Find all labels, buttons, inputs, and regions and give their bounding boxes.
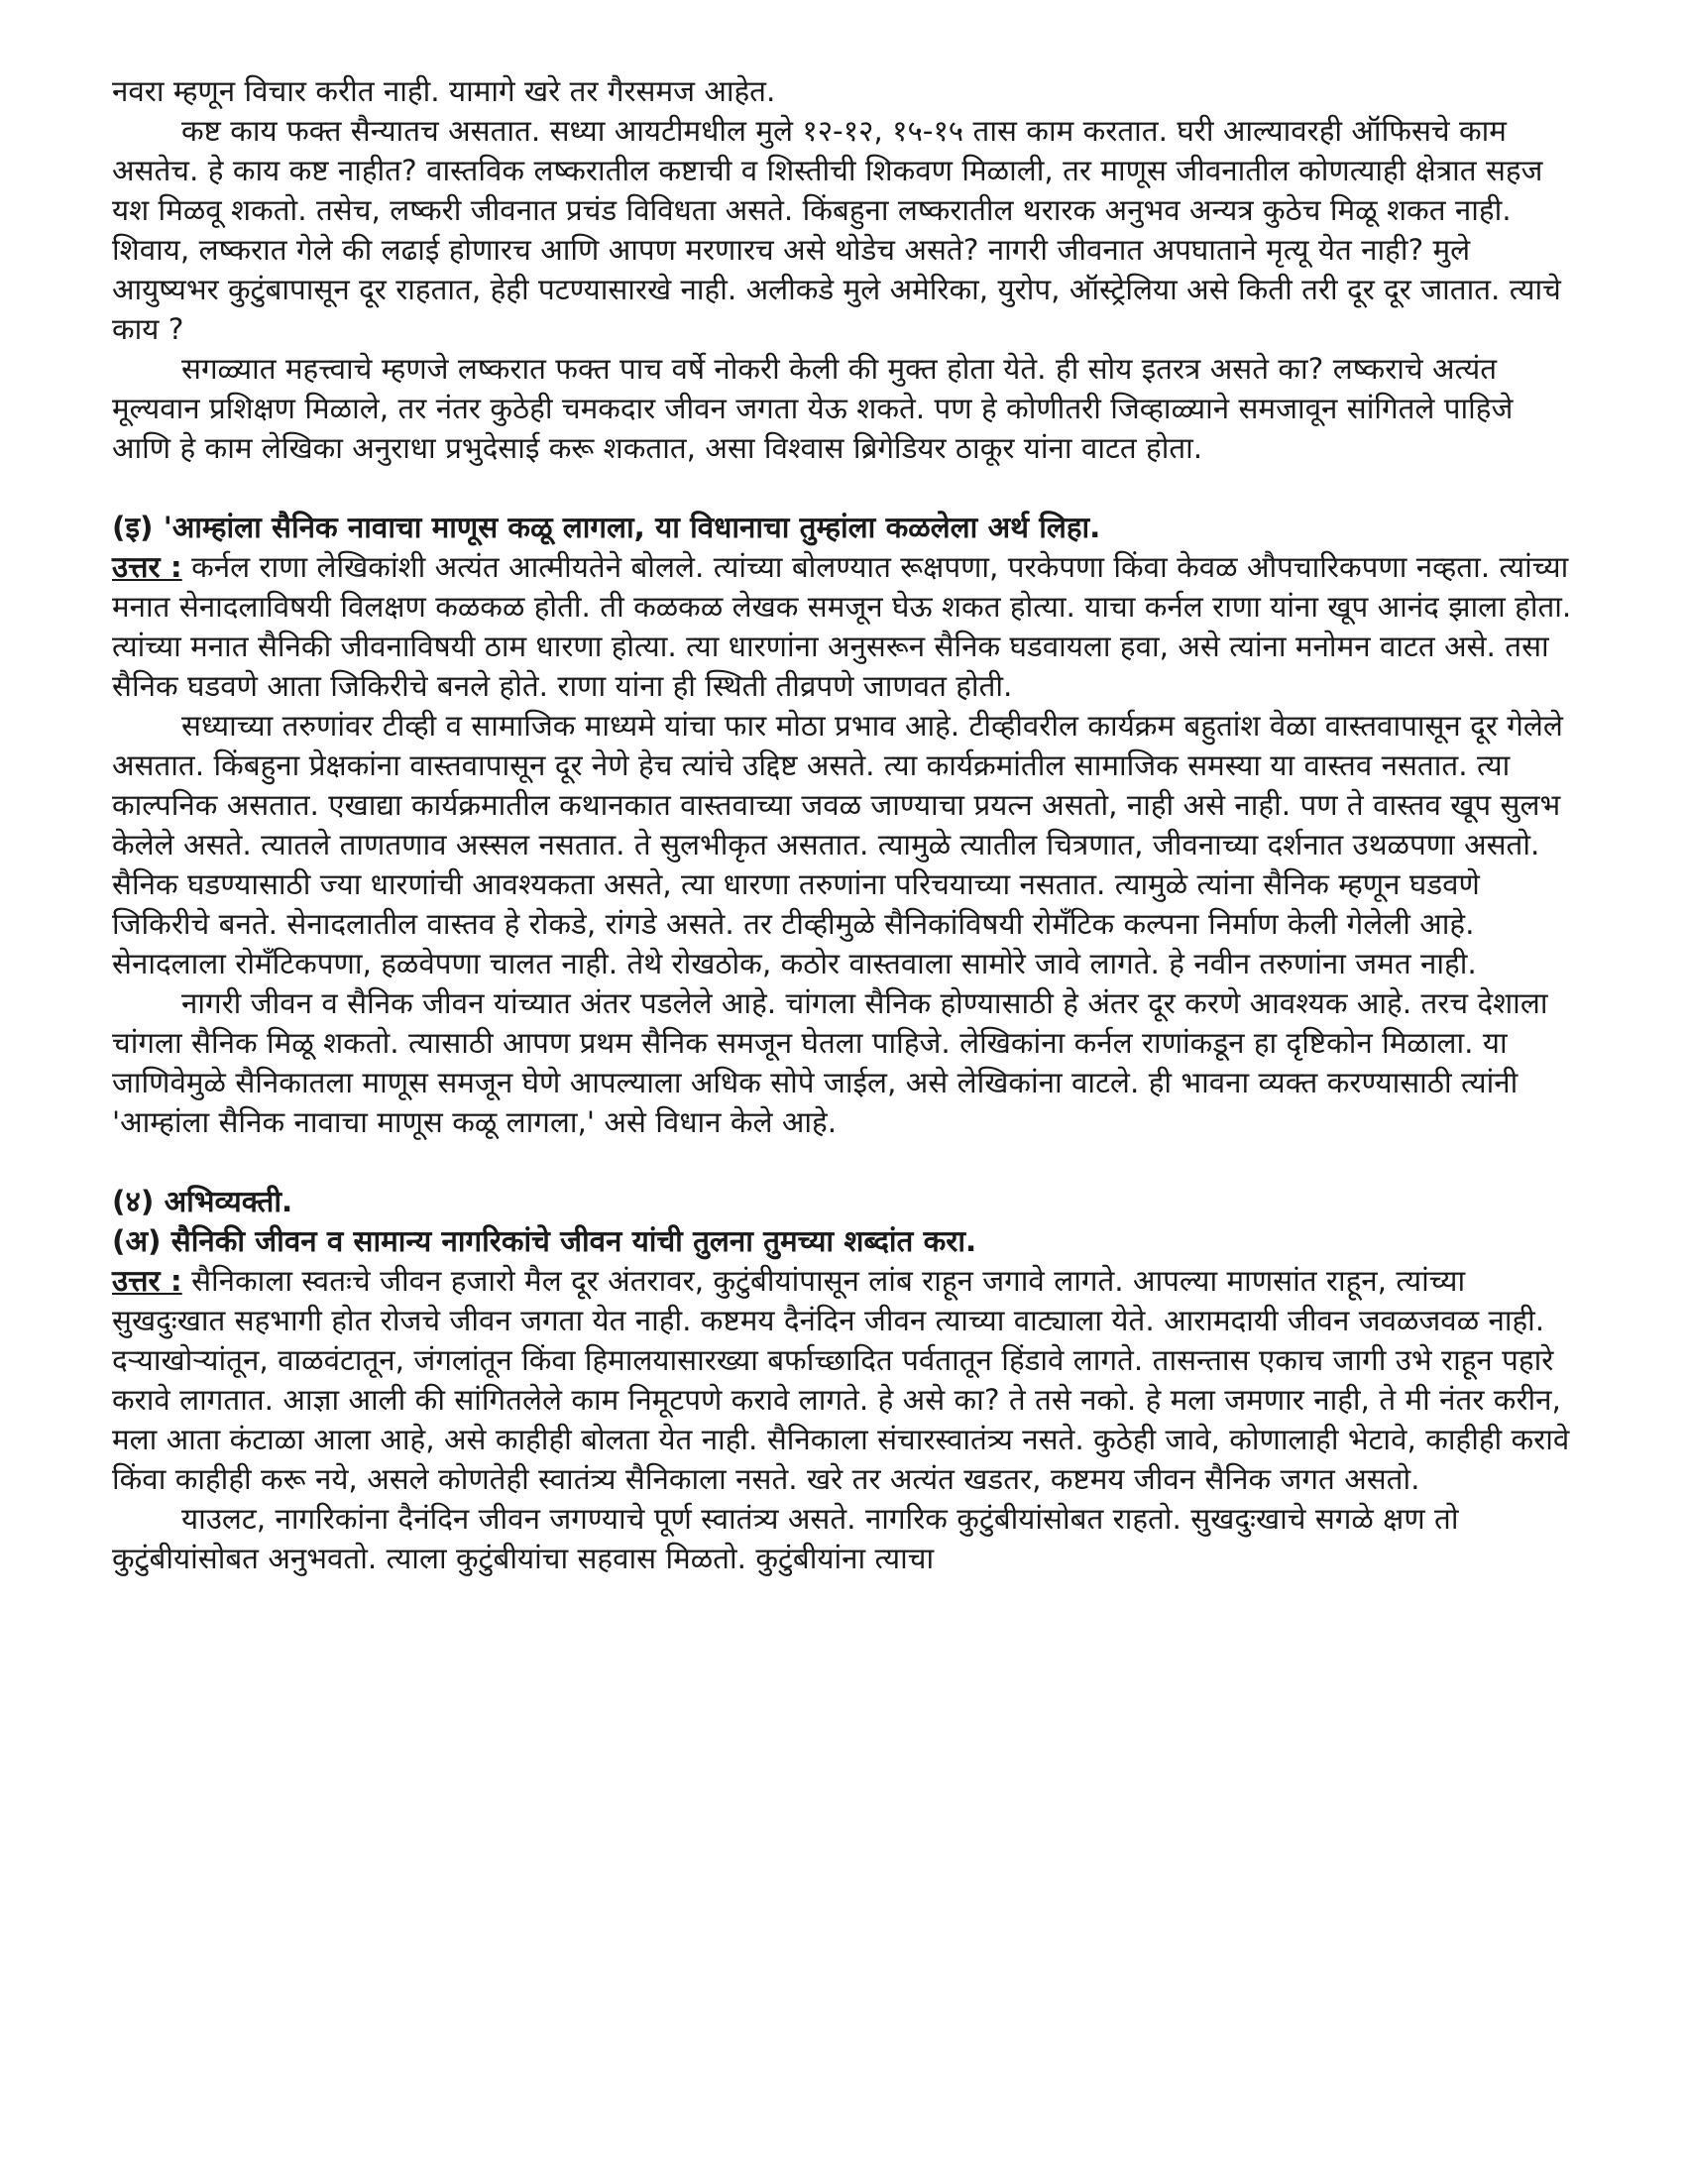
spacer <box>112 1142 1579 1182</box>
answer-a-paragraph-2: याउलट, नागरिकांना दैनंदिन जीवन जगण्याचे पूर्ण स्वातंत्र्य असते. नागरिक कुटुंबीयांसोबत राहतो. सुखदुःखाचे सगळे क्षण तो कुटुंबीयांसोबत अनुभवतो. त्याला कुटुंबीयांचा सहवास मिळतो. कुटुंबीयांना त्याचा <box>112 1502 1459 1575</box>
answer-label: उत्तर : <box>112 1264 182 1298</box>
answer-e-paragraph-2: सध्याच्या तरुणांवर टीव्ही व सामाजिक माध्यमे यांचा फार मोठा प्रभाव आहे. टीव्हीवरील कार्यक्रम बहुतांश वेळा वास्तवापासून दूर गेलेले असतात. किंबहुना प्रेक्षकांना वास्तवापासून दूर नेणे हेच त्यांचे उद्दिष्ट असते. त्या कार्यक्रमांतील सामाजिक समस्या या वास्तव नसतात. त्या काल्पनिक असतात. एखाद्या कार्यक्रमातील कथानकात वास्तवाच्या जवळ जाण्याचा प्रयत्न असतो, नाही असे नाही. पण ते वास्तव खूप सुलभ केलेले असते. त्यातले ताणतणाव अस्सल नसतात. ते सुलभीकृत असतात. त्यामुळे त्यातील चित्रणात, जीवनाच्या दर्शनात उथळपणा असतो. सैनिक घडण्यासाठी ज्या धारणांची आवश्यकता असते, त्या धारणा तरुणांना परिचयाच्या नसतात. त्यामुळे त्यांना सैनिक म्हणून घडवणे जिकिरीचे बनते. सेनादलातील वास्तव हे रोकडे, रांगडे असते. तर टीव्हीमुळे सैनिकांविषयी रोमँटिक कल्पना निर्माण केली गेलेली आहे. सेनादलाला रोमँटिकपणा, हळवेपणा चालत नाही. तेथे रोखठोक, कठोर वास्तवाला सामोरे जावे लागते. हे नवीन तरुणांना जमत नाही. <box>112 709 1563 980</box>
answer-a-text-1: सैनिकाला स्वतःचे जीवन हजारो मैल दूर अंतरावर, कुटुंबीयांपासून लांब राहून जगावे लागते. आपल्या माणसांत राहून, त्यांच्या सुखदुःखात सहभागी होत रोजचे जीवन जगता येत नाही. कष्टमय दैनंदिन जीवन त्याच्या वाट्याला येते. आरामदायी जीवन जवळजवळ नाही. दऱ्याखोऱ्यांतून, वाळवंटातून, जंगलांतून किंवा हिमालयासारख्या बर्फाच्छादित पर्वतातून हिंडावे लागते. तासन्तास एकाच जागी उभे राहून पहारे करावे लागतात. आज्ञा आली की सांगितलेले काम निमूटपणे करावे लागते. हे असे का? ते तसे नको. हे मला जमणार नाही, ते मी नंतर करीन, मला आता कंटाळा आला आहे, असे काहीही बोलता येत नाही. सैनिकाला संचारस्वातंत्र्य नसते. कुठेही जावे, कोणालाही भेटावे, काहीही करावे किंवा काहीही करू नये, असले कोणतेही स्वातंत्र्य सैनिकाला नसते. खरे तर अत्यंत खडतर, कष्टमय जीवन सैनिक जगत असतो. <box>112 1264 1570 1496</box>
answer-a-paragraph-1 <box>112 1261 1579 1499</box>
spacer <box>112 468 1579 508</box>
section-4-heading: (४) अभिव्यक्ती. <box>112 1185 293 1218</box>
question-e: (इ) 'आम्हांला सैनिक नावाचा माणूस कळू लागला, या विधानाचा तुम्हांला कळलेला अर्थ लिहा. <box>112 511 1101 544</box>
answer-e-paragraph-3: नागरी जीवन व सैनिक जीवन यांच्यात अंतर पडलेले आहे. चांगला सैनिक होण्यासाठी हे अंतर दूर करणे आवश्यक आहे. तरच देशाला चांगला सैनिक मिळू शकतो. त्यासाठी आपण प्रथम सैनिक समजून घेतला पाहिजे. लेखिकांना कर्नल राणांकडून हा दृष्टिकोन मिळाला. या जाणिवेमुळे सैनिकातला माणूस समजून घेणे आपल्याला अधिक सोपे जाईल, असे लेखिकांना वाटले. ही भावना व्यक्त करण्यासाठी त्यांनी 'आम्हांला सैनिक नावाचा माणूस कळू लागला,' असे विधान केले आहे. <box>112 986 1548 1139</box>
answer-e-paragraph-1 <box>112 547 1579 706</box>
answer-e-text-1: कर्नल राणा लेखिकांशी अत्यंत आत्मीयतेने बोलले. त्यांच्या बोलण्यात रूक्षपणा, परकेपणा किंवा केवळ औपचारिकपणा नव्हता. त्यांच्या मनात सेनादलाविषयी विलक्षण कळकळ होती. ती कळकळ लेखक समजून घेऊ शकत होत्या. याचा कर्नल राणा यांना खूप आनंद झाला होता. त्यांच्या मनात सैनिकी जीवनाविषयी ठाम धारणा होत्या. त्या धारणांना अनुसरून सैनिक घडवायला हवा, असे त्यांना मनोमन वाटत असे. तसा सैनिक घडवणे आता जिकिरीचे बनले होते. राणा यांना ही स्थिती तीव्रपणे जाणवत होती. <box>112 550 1572 703</box>
paragraph-top-3: सगळ्यात महत्त्वाचे म्हणजे लष्करात फक्त पाच वर्षे नोकरी केली की मुक्त होता येते. ही सोय इतरत्र असते का? लष्कराचे अत्यंत मूल्यवान प्रशिक्षण मिळाले, तर नंतर कुठेही चमकदार जीवन जगता येऊ शकते. पण हे कोणीतरी जिव्हाळ्याने समजावून सांगितले पाहिजे आणि हे काम लेखिका अनुराधा प्रभुदेसाई करू शकतात, असा विश्वास ब्रिगेडियर ठाकूर यांना वाटत होता. <box>112 352 1514 465</box>
paragraph-top-2: कष्ट काय फक्त सैन्यातच असतात. सध्या आयटीमधील मुले १२-१२, १५-१५ तास काम करतात. घरी आल्यावरही ऑफिसचे काम असतेच. हे काय कष्ट नाहीत? वास्तविक लष्करातील कष्टाची व शिस्तीची शिकवण मिळाली, तर माणूस जीवनातील कोणत्याही क्षेत्रात सहज यश मिळवू शकतो. तसेच, लष्करी जीवनात प्रचंड विविधता असते. किंबहुना लष्करातील थरारक अनुभव अन्यत्र कुठेच मिळू शकत नाही. शिवाय, लष्करात गेले की लढाई होणारच आणि आपण मरणारच असे थोडेच असते? नागरी जीवनात अपघाताने मृत्यू येत नाही? मुले आयुष्यभर कुटुंबापासून दूर राहतात, हेही पटण्यासारखे नाही. अलीकडे मुले अमेरिका, युरोप, ऑस्ट्रेलिया असे किती तरी दूर दूर जातात. त्याचे काय ? <box>112 114 1561 346</box>
question-a: (अ) सैनिकी जीवन व सामान्य नागरिकांचे जीवन यांची तुलना तुमच्या शब्दांत करा. <box>112 1224 977 1258</box>
paragraph-top-1: नवरा म्हणून विचार करीत नाही. यामागे खरे तर गैरसमज आहेत. <box>112 74 776 108</box>
answer-label: उत्तर : <box>112 550 182 584</box>
